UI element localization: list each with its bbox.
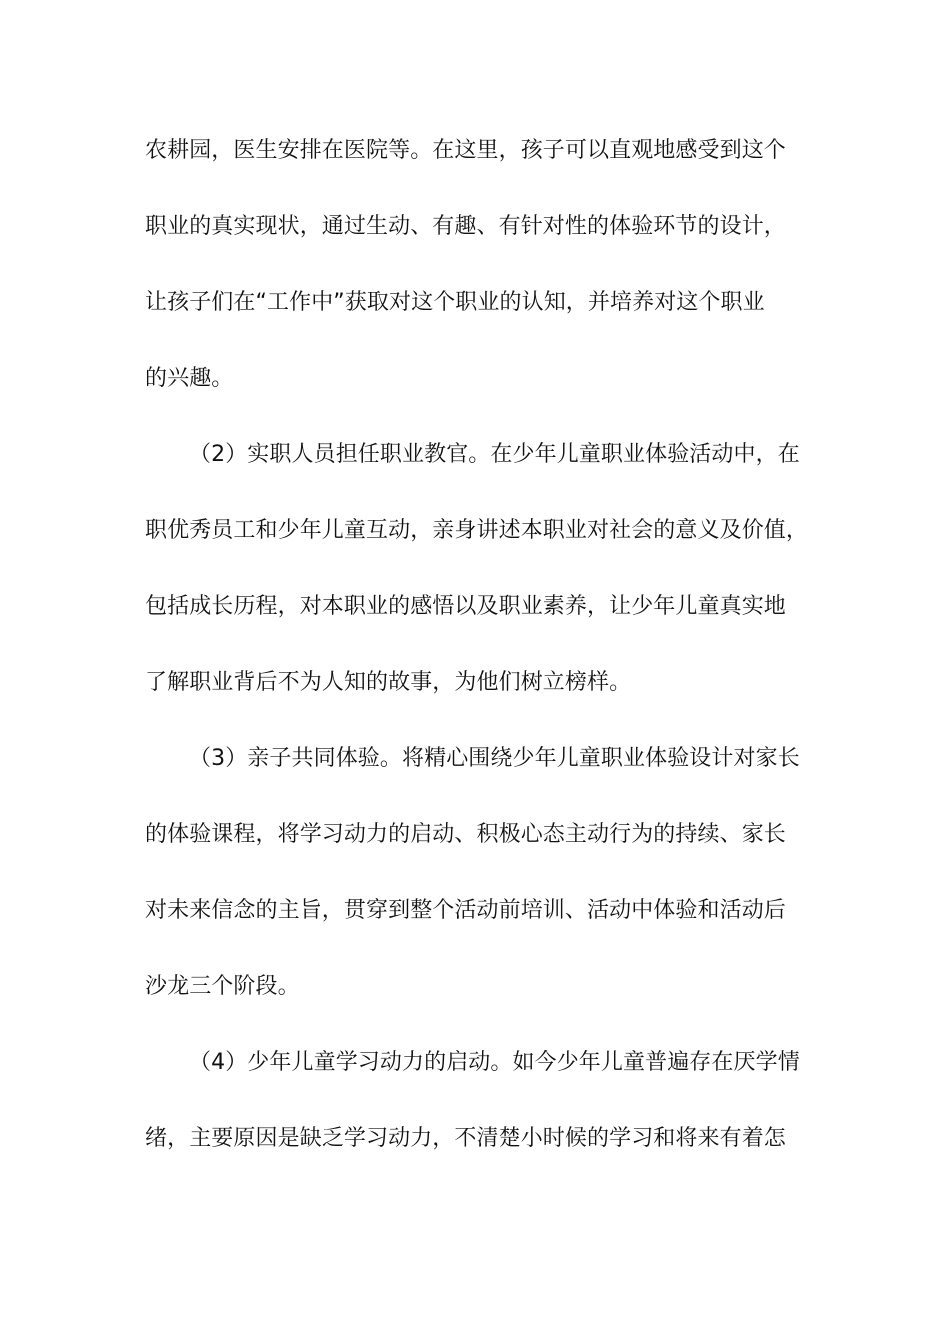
- text-line: 了解职业背后不为人知的故事，为他们树立榜样。: [145, 670, 632, 695]
- text-line: 沙龙三个阶段。: [145, 974, 300, 999]
- paragraph-start-line: （3）亲子共同体验。将精心围绕少年儿童职业体验设计对家长: [189, 746, 800, 771]
- text-line: 包括成长历程，对本职业的感悟以及职业素养，让少年儿童真实地: [145, 594, 786, 619]
- text-line: 农耕园，医生安排在医院等。在这里，孩子可以直观地感受到这个: [145, 138, 786, 163]
- text-line: 职业的真实现状，通过生动、有趣、有针对性的体验环节的设计，: [145, 214, 786, 239]
- text-line: 绪，主要原因是缺乏学习动力，不清楚小时候的学习和将来有着怎: [145, 1126, 786, 1151]
- text-line: 让孩子们在“工作中”获取对这个职业的认知，并培养对这个职业: [145, 290, 765, 315]
- text-line: 的兴趣。: [145, 366, 234, 391]
- text-line: 的体验课程，将学习动力的启动、积极心态主动行为的持续、家长: [145, 822, 786, 847]
- text-line: 职优秀员工和少年儿童互动，亲身讲述本职业对社会的意义及价值，: [145, 518, 809, 543]
- paragraph-start-line: （2）实职人员担任职业教官。在少年儿童职业体验活动中，在: [189, 442, 800, 467]
- text-line: 对未来信念的主旨，贯穿到整个活动前培训、活动中体验和活动后: [145, 898, 786, 923]
- body-text: [145, 132, 825, 1196]
- paragraph-start-line: （4）少年儿童学习动力的启动。如今少年儿童普遍存在厌学情: [189, 1050, 800, 1075]
